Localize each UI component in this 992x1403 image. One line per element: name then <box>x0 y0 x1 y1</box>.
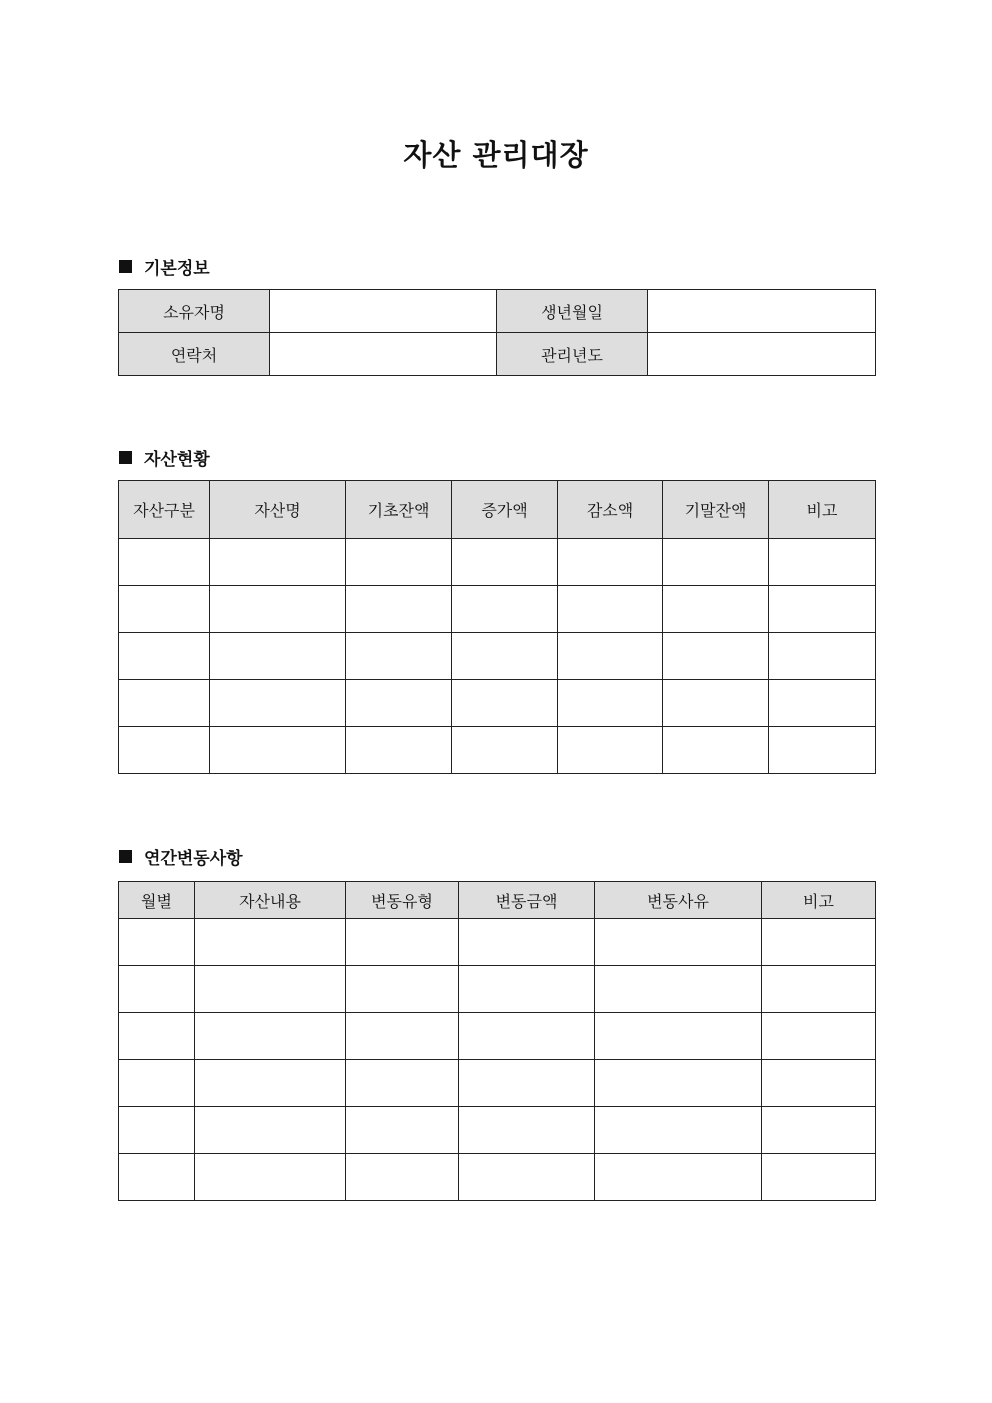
table-cell[interactable] <box>762 966 876 1013</box>
table-cell[interactable] <box>346 1107 459 1154</box>
table-cell[interactable] <box>346 1013 459 1060</box>
column-header: 비고 <box>762 882 876 919</box>
table-cell[interactable] <box>595 1060 762 1107</box>
table-row <box>119 919 876 966</box>
column-header: 변동유형 <box>346 882 459 919</box>
section-heading-assets <box>119 445 210 470</box>
table-cell[interactable] <box>119 633 210 680</box>
square-bullet-icon <box>119 260 132 273</box>
owner-name-label: 소유자명 <box>119 290 270 333</box>
table-cell[interactable] <box>195 1107 346 1154</box>
table-cell[interactable] <box>119 1107 195 1154</box>
table-cell[interactable] <box>452 539 558 586</box>
table-cell[interactable] <box>119 586 210 633</box>
column-header: 비고 <box>769 481 876 539</box>
table-cell[interactable] <box>459 1154 595 1201</box>
table-cell[interactable] <box>210 727 346 774</box>
table-cell[interactable] <box>346 633 452 680</box>
management-year-label: 관리년도 <box>497 333 648 376</box>
table-row <box>119 1013 876 1060</box>
table-cell[interactable] <box>459 1013 595 1060</box>
table-cell[interactable] <box>119 539 210 586</box>
table-cell[interactable] <box>595 966 762 1013</box>
table-cell[interactable] <box>558 586 663 633</box>
table-cell[interactable] <box>346 586 452 633</box>
section-heading-changes <box>119 844 243 869</box>
column-header: 자산명 <box>210 481 346 539</box>
table-cell[interactable] <box>762 1107 876 1154</box>
table-row <box>119 633 876 680</box>
table-cell[interactable] <box>558 539 663 586</box>
contact-label: 연락처 <box>119 333 270 376</box>
table-cell[interactable] <box>119 680 210 727</box>
table-cell[interactable] <box>769 727 876 774</box>
table-cell[interactable] <box>452 727 558 774</box>
annual-changes-table <box>118 881 876 1201</box>
column-header: 월별 <box>119 882 195 919</box>
column-header: 자산내용 <box>195 882 346 919</box>
table-cell[interactable] <box>119 1013 195 1060</box>
table-cell[interactable] <box>210 633 346 680</box>
table-cell[interactable] <box>558 680 663 727</box>
table-cell[interactable] <box>595 1107 762 1154</box>
table-cell[interactable] <box>595 919 762 966</box>
table-row <box>119 1060 876 1107</box>
table-cell[interactable] <box>119 919 195 966</box>
table-cell[interactable] <box>459 1060 595 1107</box>
table-row <box>119 727 876 774</box>
table-cell[interactable] <box>346 727 452 774</box>
table-cell[interactable] <box>452 586 558 633</box>
management-year-field[interactable] <box>648 333 876 376</box>
section-heading-assets-label: 자산현황 <box>144 450 210 470</box>
table-cell[interactable] <box>769 586 876 633</box>
table-row <box>119 539 876 586</box>
table-cell[interactable] <box>769 680 876 727</box>
table-cell[interactable] <box>762 1154 876 1201</box>
table-cell[interactable] <box>769 539 876 586</box>
table-cell[interactable] <box>119 966 195 1013</box>
table-cell[interactable] <box>119 727 210 774</box>
table-cell[interactable] <box>346 1060 459 1107</box>
table-header-row <box>119 882 876 919</box>
table-row <box>119 1107 876 1154</box>
table-cell[interactable] <box>210 680 346 727</box>
table-cell[interactable] <box>210 586 346 633</box>
table-cell[interactable] <box>663 633 769 680</box>
table-row <box>119 1154 876 1201</box>
section-heading-changes-label: 연간변동사항 <box>144 849 243 869</box>
table-cell[interactable] <box>195 1154 346 1201</box>
table-cell[interactable] <box>459 919 595 966</box>
table-cell[interactable] <box>558 727 663 774</box>
square-bullet-icon <box>119 451 132 464</box>
column-header: 기말잔액 <box>663 481 769 539</box>
table-cell[interactable] <box>195 966 346 1013</box>
table-row <box>119 290 876 333</box>
table-cell[interactable] <box>459 1107 595 1154</box>
table-row <box>119 966 876 1013</box>
column-header: 변동금액 <box>459 882 595 919</box>
table-cell[interactable] <box>762 1060 876 1107</box>
table-header-row <box>119 481 876 539</box>
column-header: 자산구분 <box>119 481 210 539</box>
section-heading-basic <box>119 254 210 279</box>
asset-status-table <box>118 480 876 774</box>
table-cell[interactable] <box>663 586 769 633</box>
table-cell[interactable] <box>346 966 459 1013</box>
table-cell[interactable] <box>119 1060 195 1107</box>
table-cell[interactable] <box>346 539 452 586</box>
table-cell[interactable] <box>762 919 876 966</box>
table-cell[interactable] <box>663 727 769 774</box>
table-cell[interactable] <box>195 1013 346 1060</box>
table-cell[interactable] <box>210 539 346 586</box>
table-cell[interactable] <box>195 919 346 966</box>
section-heading-basic-label: 기본정보 <box>144 259 210 279</box>
table-cell[interactable] <box>452 633 558 680</box>
table-cell[interactable] <box>558 633 663 680</box>
table-cell[interactable] <box>119 1154 195 1201</box>
birth-date-field[interactable] <box>648 290 876 333</box>
document-title: 자산 관리대장 <box>403 138 589 172</box>
table-cell[interactable] <box>663 680 769 727</box>
column-header: 증가액 <box>452 481 558 539</box>
table-cell[interactable] <box>346 919 459 966</box>
table-cell[interactable] <box>195 1060 346 1107</box>
column-header: 감소액 <box>558 481 663 539</box>
column-header: 기초잔액 <box>346 481 452 539</box>
table-cell[interactable] <box>762 1013 876 1060</box>
table-cell[interactable] <box>452 680 558 727</box>
table-cell[interactable] <box>663 539 769 586</box>
table-cell[interactable] <box>346 1154 459 1201</box>
contact-field[interactable] <box>270 333 497 376</box>
owner-name-field[interactable] <box>270 290 497 333</box>
table-row <box>119 586 876 633</box>
table-row <box>119 333 876 376</box>
table-cell[interactable] <box>459 966 595 1013</box>
column-header: 변동사유 <box>595 882 762 919</box>
table-row <box>119 680 876 727</box>
table-cell[interactable] <box>595 1013 762 1060</box>
table-cell[interactable] <box>769 633 876 680</box>
basic-info-table <box>118 289 876 376</box>
table-cell[interactable] <box>346 680 452 727</box>
birth-date-label: 생년월일 <box>497 290 648 333</box>
square-bullet-icon <box>119 850 132 863</box>
table-cell[interactable] <box>595 1154 762 1201</box>
